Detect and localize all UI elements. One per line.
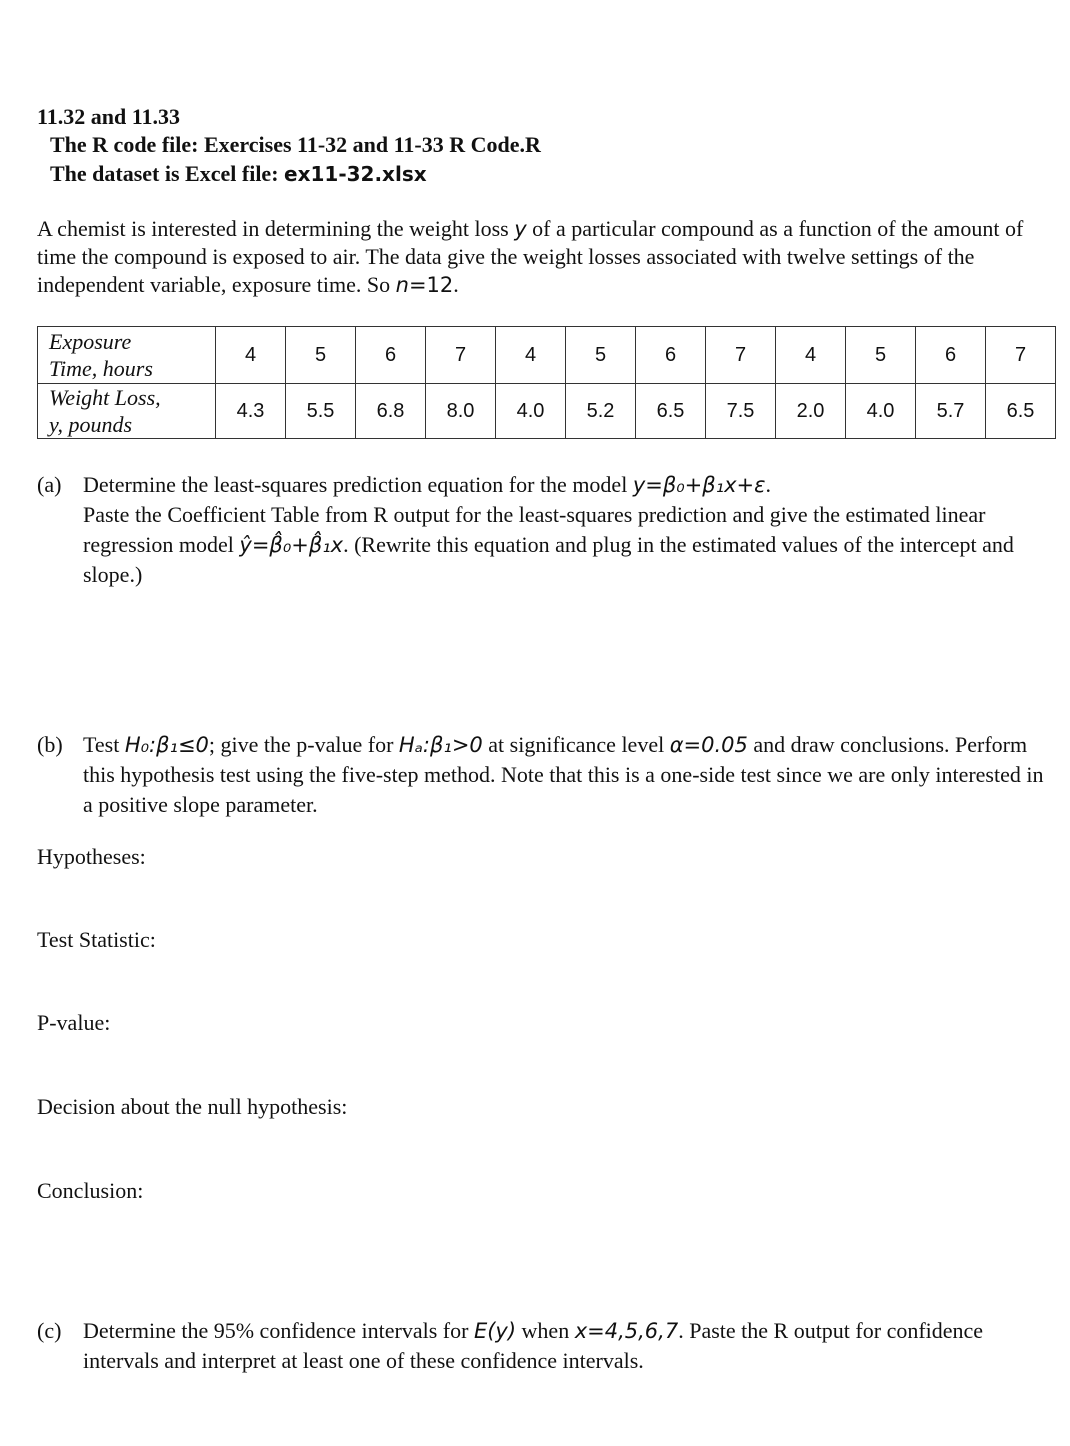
weight-cell: 8.0 bbox=[426, 384, 496, 439]
n-value: =12 bbox=[408, 273, 454, 297]
part-a bbox=[37, 470, 1047, 590]
exercise-number: 11.32 and 11.33 bbox=[37, 104, 181, 129]
part-c-text-2: when bbox=[516, 1318, 575, 1343]
weight-cell: 2.0 bbox=[776, 384, 846, 439]
part-c-number: (c) bbox=[37, 1318, 62, 1343]
exposure-cell: 5 bbox=[566, 327, 636, 384]
part-c-text-3: . Paste the R output for confidence intervals and interpret at least one of these confidence intervals. bbox=[83, 1318, 984, 1373]
data-table bbox=[37, 326, 1056, 439]
weight-cell: 6.5 bbox=[636, 384, 706, 439]
exposure-cell: 5 bbox=[846, 327, 916, 384]
part-b-text-3: at significance level bbox=[482, 732, 670, 757]
part-b-number: (b) bbox=[37, 732, 63, 757]
part-a-text-1: Determine the least-squares prediction equation for the model bbox=[83, 472, 633, 497]
null-hypothesis: H₀:β₁≤0 bbox=[124, 733, 209, 757]
intro-text-1: A chemist is interested in determining the weight loss bbox=[37, 216, 515, 241]
model-equation: y=β₀+β₁x+ε bbox=[632, 473, 766, 497]
part-a-number: (a) bbox=[37, 472, 62, 497]
part-c-text-1: Determine the 95% confidence intervals for bbox=[83, 1318, 474, 1343]
exposure-cell: 6 bbox=[916, 327, 986, 384]
exposure-cell: 4 bbox=[776, 327, 846, 384]
part-a-text bbox=[83, 470, 1047, 590]
part-b-text bbox=[83, 730, 1047, 820]
exposure-cell: 6 bbox=[636, 327, 706, 384]
exposure-cell: 7 bbox=[706, 327, 776, 384]
weight-cell: 4.0 bbox=[846, 384, 916, 439]
decision-label: Decision about the null hypothesis: bbox=[37, 1094, 348, 1119]
weight-label-b: y, pounds bbox=[49, 412, 133, 437]
exposure-label-b: Time, hours bbox=[49, 356, 153, 381]
conclusion-label: Conclusion: bbox=[37, 1178, 144, 1203]
part-c-text bbox=[83, 1316, 1047, 1376]
intro-paragraph bbox=[37, 215, 1047, 299]
dataset-line bbox=[50, 161, 427, 187]
exposure-label bbox=[38, 327, 216, 384]
exposure-cell: 7 bbox=[426, 327, 496, 384]
weight-label bbox=[38, 384, 216, 439]
x-values: x=4,5,6,7 bbox=[574, 1319, 679, 1343]
r-code-file-line: The R code file: Exercises 11-32 and 11-33 R Code.R bbox=[50, 132, 541, 157]
dataset-filename: ex11-32.xlsx bbox=[284, 162, 427, 186]
var-y: y bbox=[514, 217, 527, 241]
weight-row bbox=[38, 384, 1056, 439]
weight-cell: 5.5 bbox=[286, 384, 356, 439]
test-statistic-label: Test Statistic: bbox=[37, 927, 156, 952]
weight-label-a: Weight Loss, bbox=[49, 385, 161, 410]
intro-text-2: of a particular compound as a function of the amount of time the compound is exposed to air. The data give the weight losses associated with twelve settings of the independent variable, exposure time. So bbox=[37, 216, 1024, 297]
part-b-text-2: ; give the p-value for bbox=[208, 732, 399, 757]
exposure-cell: 4 bbox=[216, 327, 286, 384]
expected-y: E(y) bbox=[473, 1319, 517, 1343]
intro-end: . bbox=[453, 272, 459, 297]
exposure-cell: 5 bbox=[286, 327, 356, 384]
part-b-text-1: Test bbox=[83, 732, 125, 757]
alt-hypothesis: Hₐ:β₁>0 bbox=[398, 733, 483, 757]
weight-cell: 6.8 bbox=[356, 384, 426, 439]
exposure-row bbox=[38, 327, 1056, 384]
part-a-text-4: . (Rewrite this equation and plug in the estimated values of the intercept and slope.) bbox=[83, 532, 1014, 587]
part-b-text-4: and draw conclusions. Perform this hypothesis test using the five-step method. Note that this is a one-side test since we are only interested in a positive slope parameter. bbox=[83, 732, 1044, 817]
exposure-cell: 7 bbox=[986, 327, 1056, 384]
part-a-text-3: Paste the Coefficient Table from R output for the least-squares prediction and give the estimated linear regression model bbox=[83, 502, 986, 557]
part-c bbox=[37, 1316, 1047, 1376]
weight-cell: 5.7 bbox=[916, 384, 986, 439]
weight-cell: 7.5 bbox=[706, 384, 776, 439]
p-value-label: P-value: bbox=[37, 1010, 111, 1035]
exposure-cell: 4 bbox=[496, 327, 566, 384]
part-a-text-2: . bbox=[765, 472, 771, 497]
dataset-prefix: The dataset is Excel file: bbox=[50, 161, 285, 186]
exposure-cell: 6 bbox=[356, 327, 426, 384]
fitted-equation: ŷ=β̂₀+β̂₁x bbox=[239, 533, 344, 557]
alpha-level: α=0.05 bbox=[669, 733, 748, 757]
weight-cell: 6.5 bbox=[986, 384, 1056, 439]
weight-cell: 4.3 bbox=[216, 384, 286, 439]
part-b bbox=[37, 730, 1047, 820]
var-n: n bbox=[395, 273, 409, 297]
exposure-label-a: Exposure bbox=[49, 329, 132, 354]
weight-cell: 5.2 bbox=[566, 384, 636, 439]
weight-cell: 4.0 bbox=[496, 384, 566, 439]
hypotheses-label: Hypotheses: bbox=[37, 844, 146, 869]
